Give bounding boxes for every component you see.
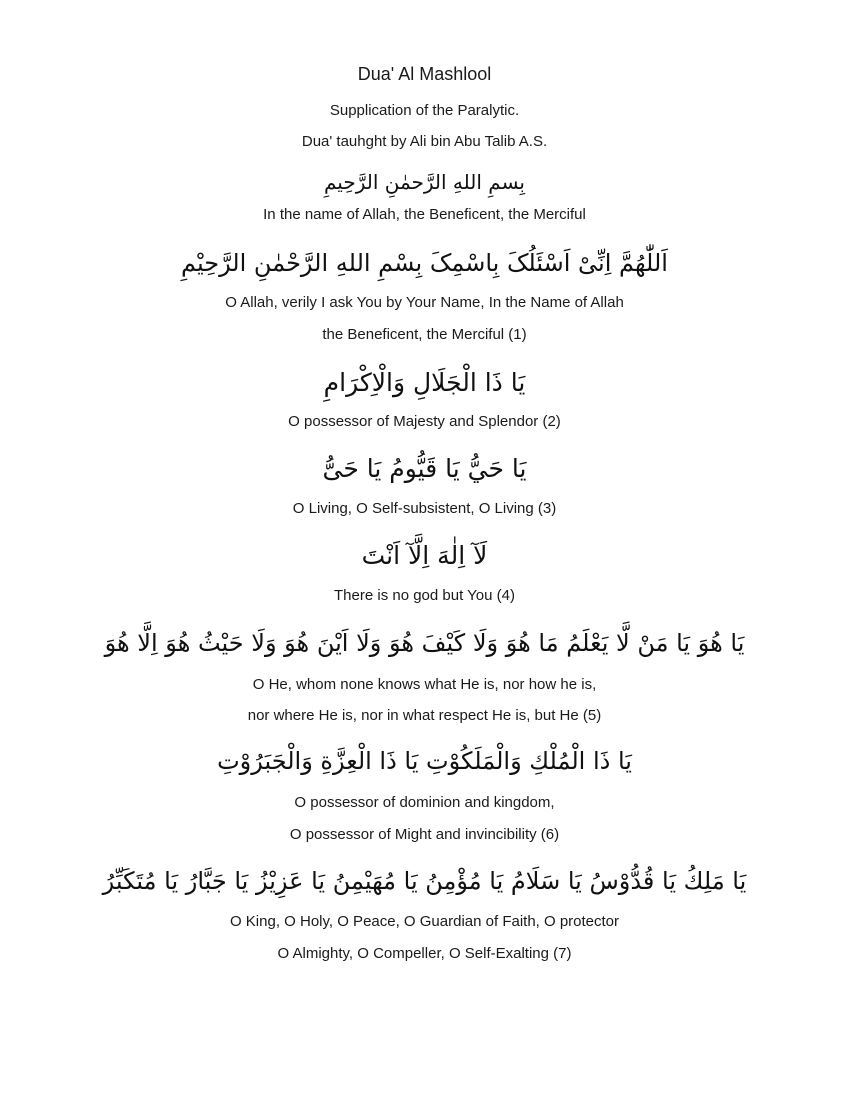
verse-5-arabic: يَا هُوَ يَا مَنْ لَّا يَعْلَمُ مَا هُوَ وَلَا كَيْفَ هُوَ وَلَا اَيْنَ هُوَ وَلَا حَيْثُ هُوَ اِلَّا هُوَ <box>104 629 745 657</box>
verse-2-translation: O possessor of Majesty and Splendor (2) <box>288 413 561 430</box>
verse-3-arabic: يَا حَيُّ يَا قَيُّومُ يَا حَیُّ <box>322 454 527 483</box>
verse-7-arabic: يَا مَلِكُ يَا قُدُّوْسُ يَا سَلَامُ يَا مُؤْمِنُ يَا مُهَيْمِنُ يَا عَزِيْزُ يَا جَبَّارُ يَا مُتَكَبِّرُ <box>102 867 747 895</box>
verse-4-translation: There is no god but You (4) <box>334 587 515 604</box>
page-title: Dua' Al Mashlool <box>357 64 492 84</box>
verse-1-translation-line-1: O Allah, verily I ask You by Your Name, In the Name of Allah <box>225 294 624 311</box>
verse-7-translation-line-1: O King, O Holy, O Peace, O Guardian of Faith, O protector <box>229 913 620 930</box>
verse-6-translation-line-2: O possessor of Might and invincibility (6) <box>289 826 560 843</box>
bismillah-arabic: بِسمِ اللهِ الرَّحمٰنِ الرَّحِيمِ <box>323 170 525 194</box>
verse-1-translation-line-2: the Beneficent, the Merciful (1) <box>322 326 527 343</box>
verse-7-translation-line-2: O Almighty, O Compeller, O Self-Exalting (7) <box>277 945 572 962</box>
bismillah-translation: In the name of Allah, the Beneficent, the Merciful <box>263 206 586 223</box>
verse-3-translation: O Living, O Self-subsistent, O Living (3) <box>292 500 557 517</box>
verse-5-translation-line-1: O He, whom none knows what He is, nor how he is, <box>252 676 597 693</box>
verse-6-translation-line-1: O possessor of dominion and kingdom, <box>294 794 555 811</box>
attribution-line: Dua' tauhght by Ali bin Abu Talib A.S. <box>301 133 548 150</box>
verse-2-arabic: يَا ذَا الْجَلَالِ وَالْاِكْرَامِ <box>323 368 526 397</box>
page-subtitle: Supplication of the Paralytic. <box>329 102 520 119</box>
verse-4-arabic: لَآ اِلٰهَ اِلَّآ اَنْتَ <box>361 541 488 570</box>
verse-1-arabic: اَللّٰهُمَّ اِنِّیْ اَسْئَلُکَ بِاسْمِکَ بِسْمِ اللهِ الرَّحْمٰنِ الرَّحِيْمِ <box>181 249 668 277</box>
verse-6-arabic: يَا ذَا الْمُلْكِ وَالْمَلَكُوْتِ يَا ذَا الْعِزَّةِ وَالْجَبَرُوْتِ <box>217 747 632 775</box>
verse-5-translation-line-2: nor where He is, nor in what respect He is, but He (5) <box>247 707 602 724</box>
